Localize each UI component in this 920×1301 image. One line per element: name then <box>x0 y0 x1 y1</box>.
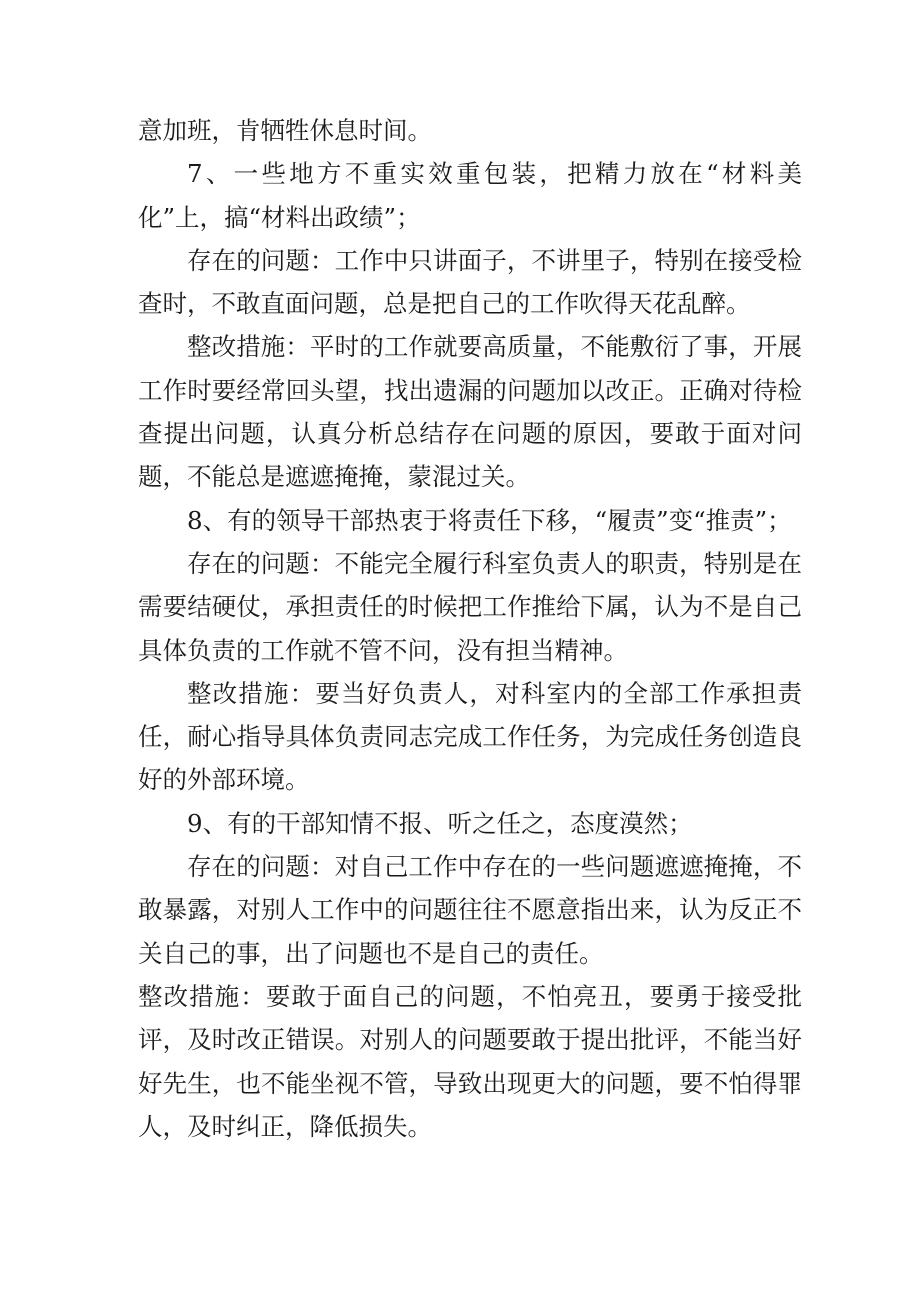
paragraph-item-7-measures: 整改措施：平时的工作就要高质量，不能敷衍了事，开展工作时要经常回头望，找出遗漏的问题加以改正。正确对待检查提出问题，认真分析总结存在问题的原因，要敢于面对问题，不能总是遮遮掩掩，蒙混过关。 <box>138 332 802 492</box>
paragraph-item-8-measures: 整改措施：要当好负责人，对科室内的全部工作承担责任，耐心指导具体负责同志完成工作任务，为完成任务创造良好的外部环境。 <box>138 678 802 795</box>
paragraph-item-8-problem: 存在的问题：不能完全履行科室负责人的职责，特别是在需要结硬仗，承担责任的时候把工作推给下属，认为不是自己具体负责的工作就不管不问，没有担当精神。 <box>138 548 802 665</box>
paragraph-item-9-measures: 整改措施：要敢于面自己的问题，不怕亮丑，要勇于接受批评，及时改正错误。对别人的问题要敢于提出批评，不能当好好先生，也不能坐视不管，导致出现更大的问题，要不怕得罪人，及时纠正，降低损失。 <box>138 981 802 1141</box>
paragraph-continuation: 意加班，肯牺牲休息时间。 <box>138 116 432 145</box>
paragraph-item-9-problem: 存在的问题：对自己工作中存在的一些问题遮遮掩掩，不敢暴露，对别人工作中的问题往往不愿意指出来，认为反正不关自己的事，出了问题也不是自己的责任。 <box>138 852 802 968</box>
paragraph-item-7-heading: 7、一些地方不重实效重包装，把精力放在“材料美化”上，搞“材料出政绩”； <box>138 159 802 232</box>
paragraph-item-7-problem: 存在的问题：工作中只讲面子，不讲里子，特别在接受检查时，不敢直面问题，总是把自己的工作吹得天花乱醉。 <box>138 245 802 319</box>
paragraph-item-9-heading: 9、有的干部知情不报、听之任之，态度漠然； <box>187 808 693 838</box>
paragraph-item-8-heading: 8、有的领导干部热衷于将责任下移，“履责”变“推责”； <box>187 505 792 535</box>
document-page <box>138 109 802 1148</box>
